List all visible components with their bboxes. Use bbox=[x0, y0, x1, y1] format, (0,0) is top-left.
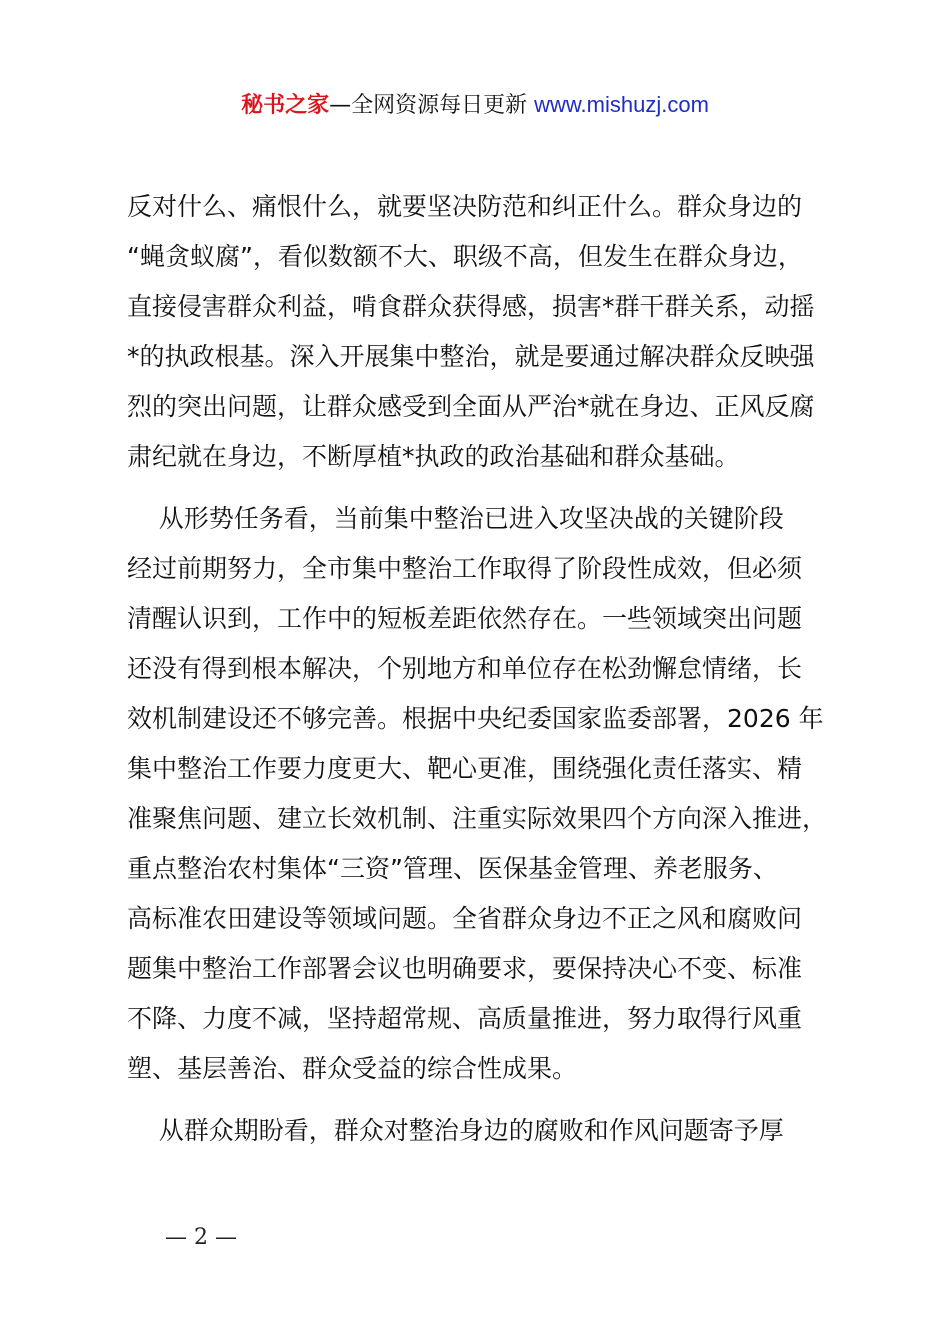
paragraph-gap bbox=[127, 1094, 857, 1106]
paragraph-line: 从形势任务看，当前集中整治已进入攻坚决战的关键阶段 bbox=[127, 504, 784, 533]
paragraph-line: 还没有得到根本解决，个别地方和单位存在松劲懈怠情绪，长 bbox=[127, 654, 803, 683]
paragraph-2 bbox=[127, 494, 857, 1094]
paragraph-gap bbox=[127, 482, 857, 494]
paragraph-line: 反对什么、痛恨什么，就要坚决防范和纠正什么。群众身边的 bbox=[127, 192, 803, 221]
paragraph-1 bbox=[127, 182, 857, 482]
paragraph-line: 清醒认识到，工作中的短板差距依然存在。一些领域突出问题 bbox=[127, 604, 803, 633]
paragraph-3 bbox=[127, 1106, 857, 1156]
document-body bbox=[127, 182, 857, 1156]
paragraph-line: 塑、基层善治、群众受益的综合性成果。 bbox=[127, 1054, 578, 1083]
paragraph-line: 准聚焦问题、建立长效机制、注重实际效果四个方向深入推进， bbox=[127, 804, 828, 833]
paragraph-line: 集中整治工作要力度更大、靶心更准，围绕强化责任落实、精 bbox=[127, 754, 803, 783]
paragraph-line: 从群众期盼看，群众对整治身边的腐败和作风问题寄予厚 bbox=[127, 1116, 784, 1145]
paragraph-line: 烈的突出问题，让群众感受到全面从严治*就在身边、正风反腐 bbox=[127, 392, 815, 421]
paragraph-line: 直接侵害群众利益，啃食群众获得感，损害*群干群关系，动摇 bbox=[127, 292, 815, 321]
header-brand: 秘书之家 bbox=[241, 93, 330, 118]
page-number: — 2 — bbox=[165, 1225, 237, 1250]
paragraph-line: 肃纪就在身边，不断厚植*执政的政治基础和群众基础。 bbox=[127, 442, 740, 471]
paragraph-line: 高标准农田建设等领域问题。全省群众身边不正之风和腐败问 bbox=[127, 904, 803, 933]
paragraph-line: 题集中整治工作部署会议也明确要求，要保持决心不变、标准 bbox=[127, 954, 803, 983]
paragraph-line: 经过前期努力，全市集中整治工作取得了阶段性成效，但必须 bbox=[127, 554, 803, 583]
paragraph-line: 效机制建设还不够完善。根据中央纪委国家监委部署，2026 年 bbox=[127, 704, 824, 733]
paragraph-line: *的执政根基。深入开展集中整治，就是要通过解决群众反映强 bbox=[127, 342, 815, 371]
header-tagline: —全网资源每日更新 bbox=[329, 93, 535, 118]
header-url-link[interactable]: www.mishuzj.com bbox=[534, 92, 709, 117]
paragraph-line: 重点整治农村集体“三资”管理、医保基金管理、养老服务、 bbox=[127, 854, 778, 883]
site-header bbox=[0, 88, 950, 123]
paragraph-line: “蝇贪蚁腐”，看似数额不大、职级不高，但发生在群众身边， bbox=[127, 242, 803, 271]
paragraph-line: 不降、力度不减，坚持超常规、高质量推进，努力取得行风重 bbox=[127, 1004, 803, 1033]
